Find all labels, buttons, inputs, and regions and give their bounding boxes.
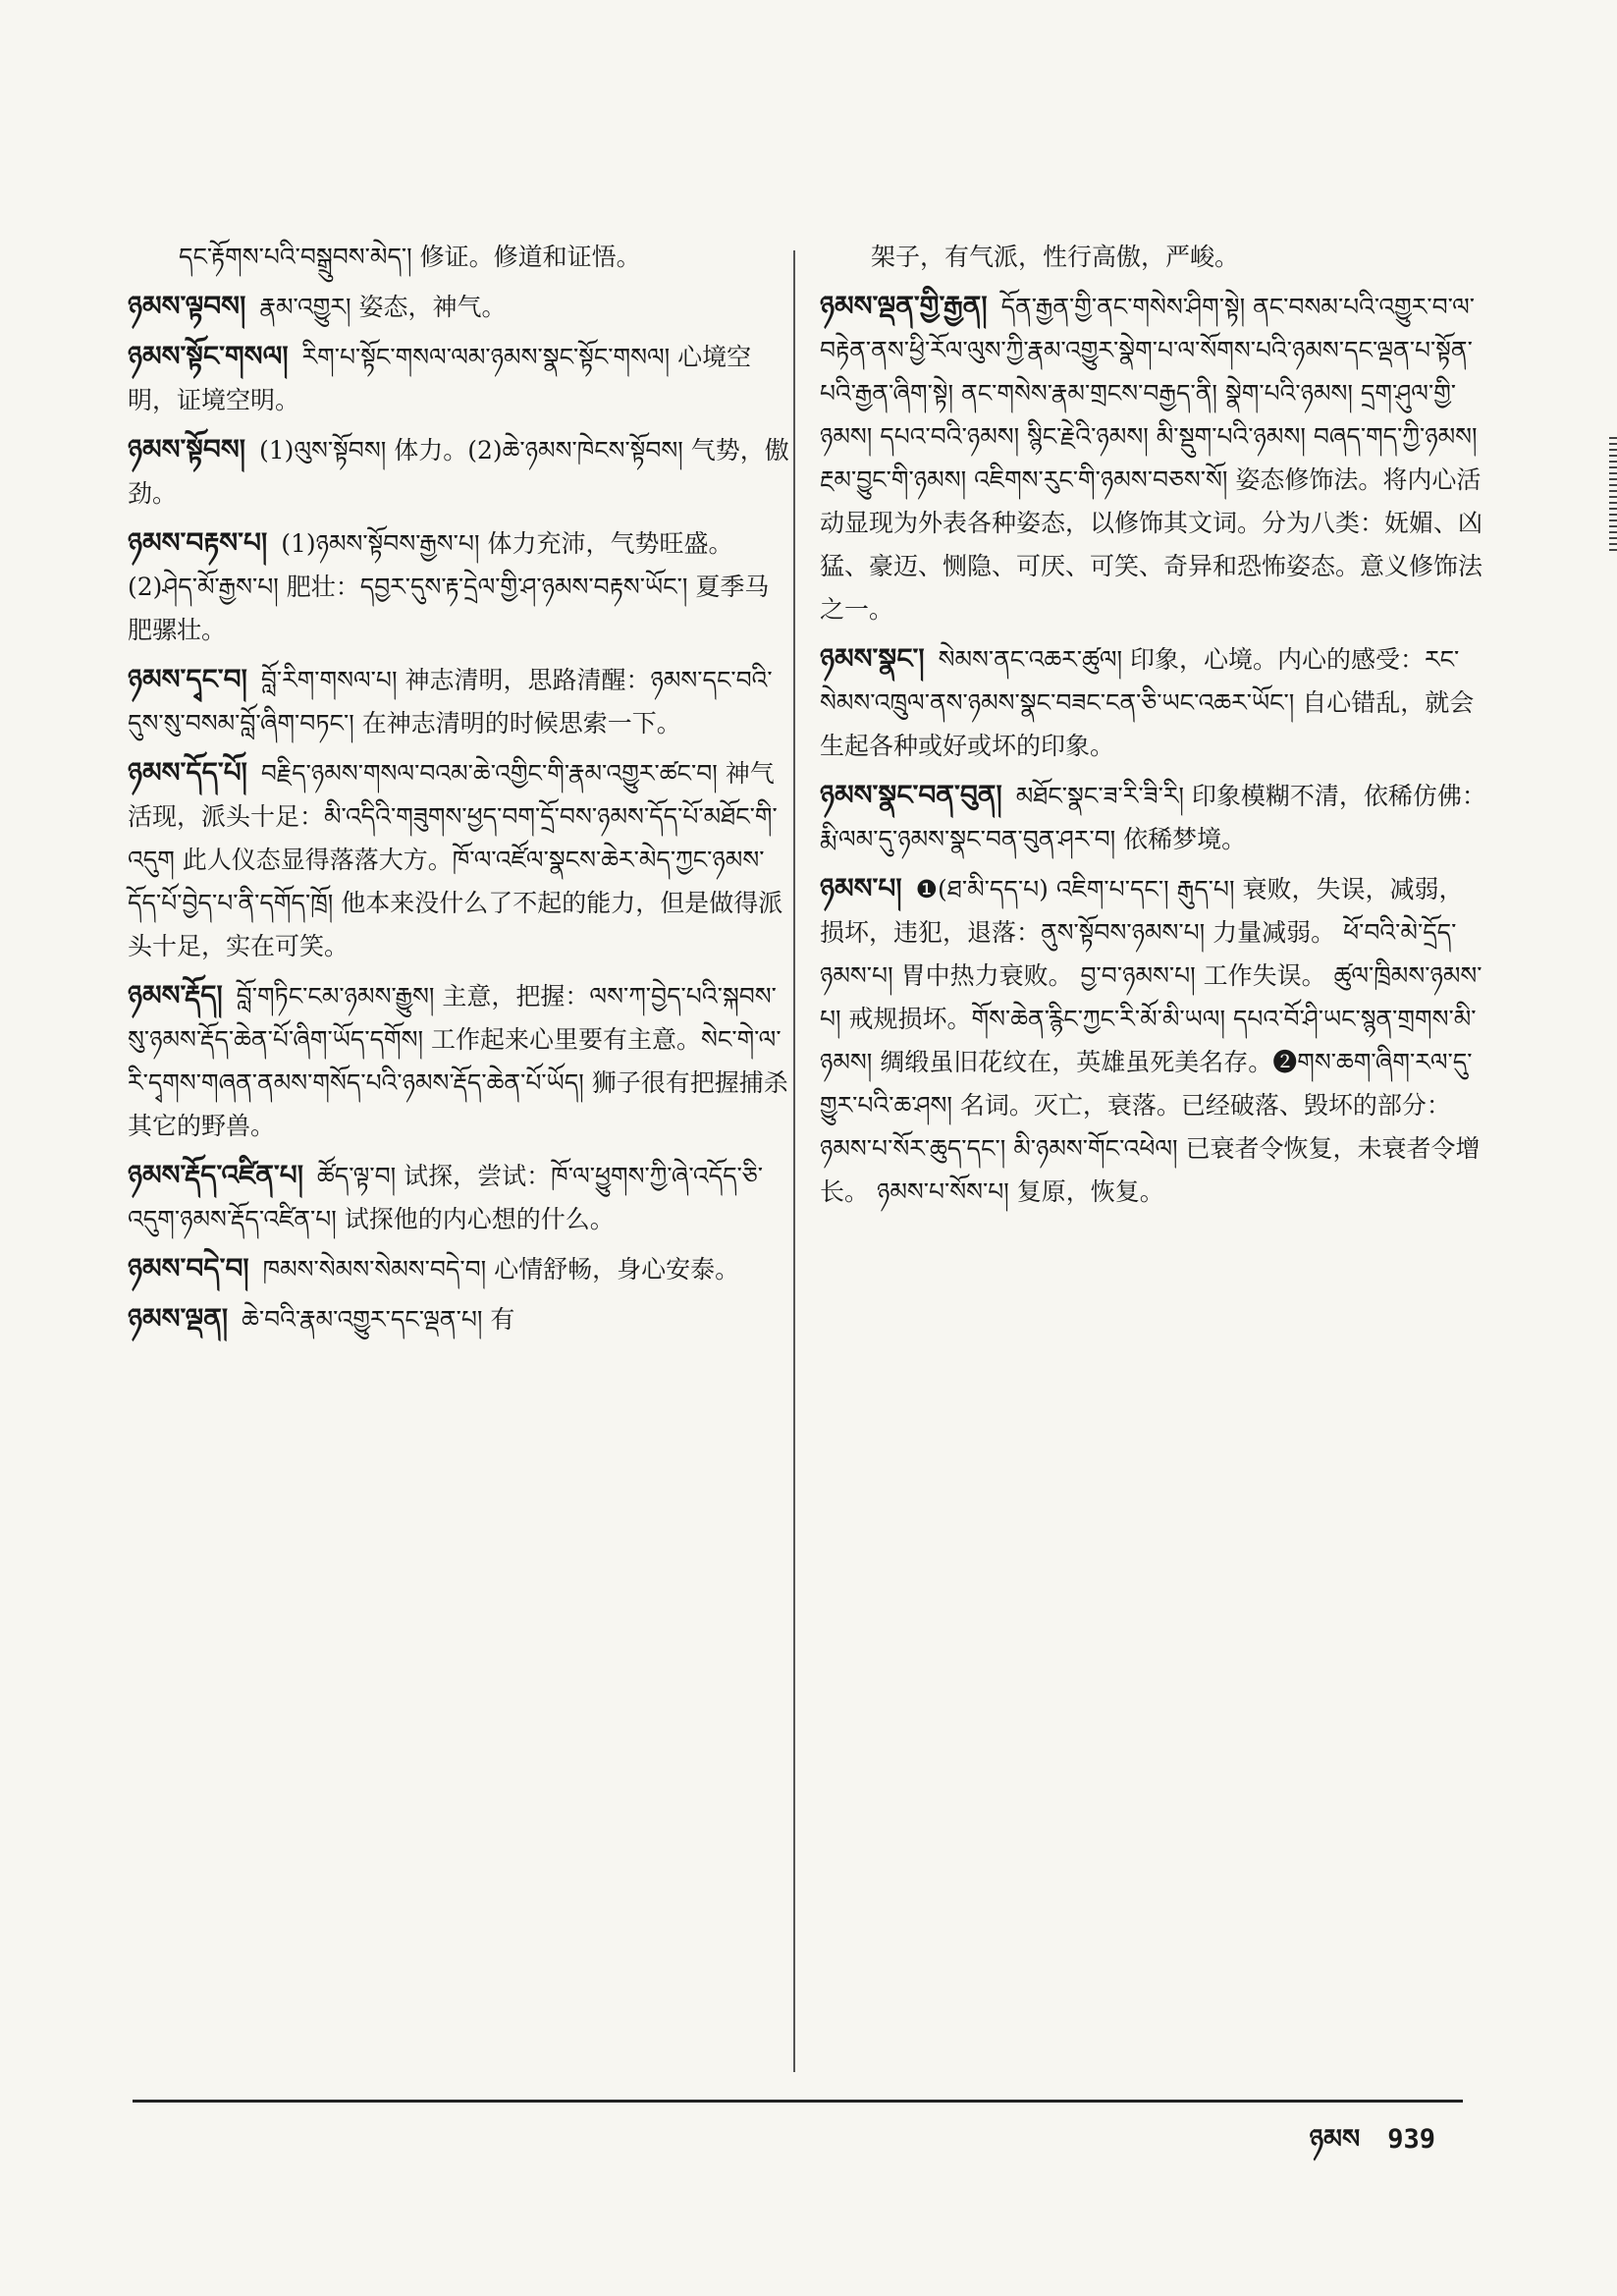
page-number: 939 <box>1387 2124 1435 2155</box>
entry-headword: ཉམས་སྟོང་གསལ། <box>128 340 289 372</box>
entry-definition: ཁམས་སེམས་སེམས་བདེ་བ། 心情舒畅，身心安泰。 <box>262 1255 740 1284</box>
entry-definition: རྣམ་འགྱུར། 姿态，神气。 <box>259 293 507 321</box>
entry-definition: ❶(ཐ་མི་དད་པ) འཇིག་པ་དང་། རྒུད་པ། 衰败，失误，减弱，损坏，违犯，退落：ནུས་སྟོབས་ཉམས་པ། 力量减弱。 ཕོ་བའི་མེ་དྲོད་ཉམས་པ། 胃中热力衰败。 བྱ་བ་ཉམས་པ། 工作失误。 ཚུལ་ཁྲིམས་ཉམས་པ། 戒规损坏。གོས་ཆེན་རྙིང་ཀྱང་རི་མོ་མི་ཡལ། དཔའ་བོ་ཤི་ཡང་སྙན་གྲགས་མི་ཉམས། 绸缎虽旧花纹在，英雄虽死美名存。❷གས་ཆག་ཞིག་རལ་དུ་གྱུར་པའི་ཆ་ཤས། 名词。灭亡，衰落。已经破落、毁坏的部分：ཉམས་པ་སོར་ཆུད་དང་། མི་ཉམས་གོང་འཕེལ། 已衰者令恢复，未衰者令增长。 ཉམས་པ་སོས་པ། 复原，恢复。 <box>820 875 1482 1206</box>
entry-headword: ཉམས་བདེ་བ། <box>128 1252 249 1285</box>
column-divider <box>793 250 795 2072</box>
entry-definition: རིག་པ་སྟོང་གསལ་ལམ་ཉམས་སྣང་སྟོང་གསལ། 心境空明，证境空明。 <box>128 343 752 414</box>
dictionary-entry <box>820 774 1487 861</box>
entry-definition: དོན་རྒྱན་གྱི་ནང་གསེས་ཤིག་སྟེ། ནང་བསམ་པའི་འགྱུར་བ་ལ་བརྟེན་ནས་ཕྱི་རོལ་ལུས་ཀྱི་རྣམ་འགྱུར་སྣེག་པ་ལ་སོགས་པའི་ཉམས་དང་ལྡན་པ་སྟོན་པའི་རྒྱན་ཞིག་སྟེ། ནང་གསེས་རྣམ་གྲངས་བརྒྱད་ནི། སྣེག་པའི་ཉམས། དྲག་ཤུལ་གྱི་ཉམས། དཔའ་བའི་ཉམས། སྙིང་རྗེའི་ཉམས། མི་སྡུག་པའི་ཉམས། བཞད་གད་ཀྱི་ཉམས། རྔམ་བྱུང་གི་ཉམས། འཇིགས་རུང་གི་ཉམས་བཅས་སོ། 姿态修饰法。将内心活动显现为外表各种姿态，以修饰其文词。分为八类：妩媚、凶猛、豪迈、恻隐、可厌、可笑、奇异和恐怖姿态。意义修饰法之一。 <box>820 293 1483 624</box>
dictionary-entry <box>820 285 1487 631</box>
dictionary-entry <box>128 1297 790 1341</box>
dictionary-entry <box>128 335 790 422</box>
entry-definition: (1)ལུས་སྟོབས། 体力。(2)ཆེ་ཉམས་ཁེངས་སྟོབས། 气势，傲劲。 <box>128 436 789 508</box>
entry-continuation: 架子，有气派，性行高傲，严峻。 <box>871 243 1240 271</box>
dictionary-entry <box>128 658 790 745</box>
dictionary-entry <box>820 867 1487 1214</box>
dictionary-entry <box>128 1247 790 1291</box>
right-column <box>820 236 1487 1220</box>
dictionary-entry <box>128 521 790 652</box>
entry-headword: ཉམས་རྡོད། <box>128 979 223 1011</box>
entry-headword: ཉམས་བརྟས་པ། <box>128 526 268 559</box>
dictionary-entry <box>128 751 790 968</box>
entry-headword: ཉམས་སྣང་། <box>820 642 925 675</box>
entry-headword: ཉམས་སྟོབས། <box>128 433 245 465</box>
entry-headword: ཉམས་ལྡན། <box>128 1302 229 1335</box>
entry-definition: བློ་གཏིང་ངམ་ཉམས་རྒྱུས། 主意，把握：ལས་ཀ་བྱེད་པའི་སྐབས་སུ་ཉམས་རྡོད་ཆེན་པོ་ཞིག་ཡོད་དགོས། 工作起来心里要有主意。སེང་གེ་ལ་རི་དྭགས་གཞན་ནམས་གསོད་པའི་ཉམས་རྡོད་ཆེན་པོ་ཡོད། 狮子很有把握捕杀其它的野兽。 <box>128 982 788 1140</box>
entry-headword: ཉམས་དོད་པོ། <box>128 756 247 789</box>
dictionary-entry <box>820 637 1487 768</box>
entry-definition: སེམས་ནང་འཆར་ཚུལ། 印象，心境。内心的感受：རང་སེམས་འཁྲུལ་ནས་ཉམས་སྣང་བཟང་ངན་ཅི་ཡང་འཆར་ཡོང་། 自心错乱，就会生起各种或好或坏的印象。 <box>820 645 1475 760</box>
footer-rule <box>133 2100 1463 2103</box>
page-footer <box>1282 2109 1435 2184</box>
entry-continuation: དང་རྟོགས་པའི་བསྒྲུབས་མེད་། 修证。修道和证悟。 <box>179 243 641 271</box>
entry-definition: བརྗིད་ཉམས་གསལ་བའམ་ཆེ་འགྱིང་གི་རྣམ་འགྱུར་ཚང་བ། 神气活现，派头十足：མི་འདིའི་གཟུགས་ཕྱད་བག་དྲོ་བས་ཉམས་དོད་པོ་མཐོང་གི་འདུག 此人仪态显得落落大方。ཁོ་ལ་འཛོལ་སྣངས་ཆེར་མེད་ཀྱང་ཉམས་དོད་པོ་བྱེད་པ་ནི་དགོད་ཁྲོ། 他本来没什么了不起的能力，但是做得派头十足，实在可笑。 <box>128 759 783 960</box>
entry-headword: ཉམས་རྡོད་འཛིན་པ། <box>128 1159 303 1191</box>
entry-headword: ཉམས་ལྟབས། <box>128 290 246 322</box>
entry-headword: ཉམས་སྣང་བན་བུན། <box>820 779 1002 811</box>
entry-definition: བློ་རིག་གསལ་པ། 神志清明，思路清醒：ཉམས་དང་བའི་དུས་སུ་བསམ་བློ་ཞིག་བཏང་། 在神志清明的时候思索一下。 <box>128 666 773 738</box>
dictionary-entry <box>128 974 790 1148</box>
entry-definition: མཐོང་སྣང་ཟ་རི་ཟི་རི། 印象模糊不清，依稀仿佛：རྨི་ལམ་དུ་ཉམས་སྣང་བན་བུན་ཤར་བ། 依稀梦境。 <box>820 782 1486 853</box>
scan-edge-mark <box>1609 437 1617 555</box>
dictionary-entry <box>128 428 790 516</box>
dictionary-entry <box>128 285 790 329</box>
dictionary-entry <box>128 1154 790 1241</box>
entry-headword: ཉམས་པ། <box>820 872 902 904</box>
entry-definition: (1)ཉམས་སྟོབས་རྒྱས་པ། 体力充沛，气势旺盛。(2)ཤེད་མོ་རྒྱས་པ། 肥壮：དབྱར་དུས་རྟ་དྲེལ་གྱི་ཤ་ཉམས་བརྟས་ཡོང་། 夏季马肥骡壮。 <box>128 529 770 644</box>
entry-definition: ཚོད་ལྟ་བ། 试探，尝试：ཁོ་ལ་ཕྱུགས་ཀྱི་ཞེ་འདོད་ཅི་འདུག་ཉམས་རྡོད་འཛིན་པ། 试探他的内心想的什么。 <box>128 1162 763 1233</box>
left-column <box>128 236 790 1347</box>
running-head: ཉམས <box>1309 2124 1361 2155</box>
entry-headword: ཉམས་ལྡན་གྱི་རྒྱན། <box>820 290 988 322</box>
entry-definition: ཆེ་བའི་རྣམ་འགྱུར་དང་ལྡན་པ། 有 <box>242 1305 515 1334</box>
entry-headword: ཉམས་དྭང་བ། <box>128 663 247 695</box>
